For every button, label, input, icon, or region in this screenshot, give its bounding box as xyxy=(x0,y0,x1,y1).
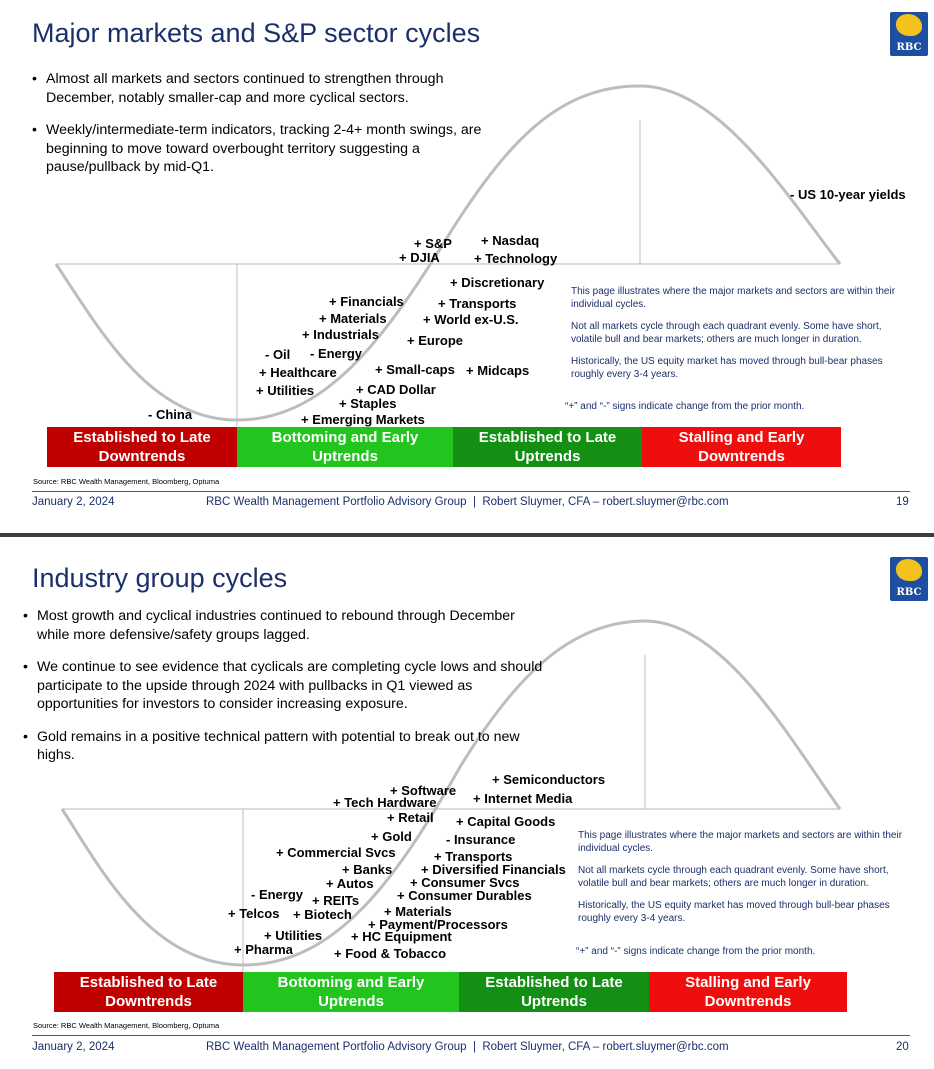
cycle-label: + Healthcare xyxy=(259,365,337,380)
footer-divider xyxy=(32,1035,910,1036)
cycle-label: + Transports xyxy=(434,849,513,864)
explanatory-note: This page illustrates where the major markets and sectors are within their individual cycles. Not all markets cycle through each quadrant evenly. Some have short, volatile bull and bear markets; others are much longer in duration. Historically, the US equity market has moved through bull-bear phases roughly every 3-4 years. xyxy=(571,286,896,380)
sign-legend-note: “+” and “-” signs indicate change from the prior month. xyxy=(576,946,816,957)
cycle-label: + Nasdaq xyxy=(481,233,540,248)
bullet-item: • Weekly/intermediate-term indicators, tracking 2-4+ month swings, are beginning to move toward overbought territory suggesting a pause/pullback by mid-Q1. xyxy=(32,121,482,177)
cycle-label: + Commercial Svcs xyxy=(276,845,396,860)
cycle-label: + Utilities xyxy=(264,928,323,943)
page-number: 20 xyxy=(896,1041,909,1053)
cycle-label: + Diversified Financials xyxy=(421,862,566,877)
phase-uptrends: Established to Late Uptrends xyxy=(459,972,649,1012)
cycle-label: + Internet Media xyxy=(473,791,573,806)
cycle-label: + Autos xyxy=(326,876,374,891)
cycle-label: + Capital Goods xyxy=(456,814,556,829)
bullet-item: • Almost all markets and sectors continued to strengthen through December, notably smaller-cap and more cyclical sectors. xyxy=(32,70,482,107)
cycle-label: - Energy xyxy=(310,346,363,361)
cycle-label: + Gold xyxy=(371,829,412,844)
cycle-label: + Midcaps xyxy=(466,363,530,378)
slide-industry-groups xyxy=(0,537,934,1069)
phase-bottoming: Bottoming and Early Uptrends xyxy=(243,972,459,1012)
page-title: Industry group cycles xyxy=(32,563,288,593)
cycle-label: + Biotech xyxy=(293,907,352,922)
phase-bottoming: Bottoming and Early Uptrends xyxy=(237,427,453,467)
footer-date: January 2, 2024 xyxy=(32,1041,115,1053)
cycle-label: + DJIA xyxy=(399,250,440,265)
cycle-label: + Pharma xyxy=(234,942,293,957)
phase-uptrends: Established to Late Uptrends xyxy=(453,427,642,467)
bullet-item: • Most growth and cyclical industries continued to rebound through December while more defensive/safety groups lagged. xyxy=(23,607,543,644)
footer-divider xyxy=(32,491,910,492)
bullet-list xyxy=(32,70,482,191)
cycle-label: + Technology xyxy=(474,251,558,266)
cycle-label: + Discretionary xyxy=(450,275,545,290)
lion-icon xyxy=(896,559,922,581)
footer-credit: RBC Wealth Management Portfolio Advisory Group | Robert Sluymer, CFA – robert.sluymer@rbc.com xyxy=(206,496,729,508)
cycle-label: - Energy xyxy=(251,887,304,902)
footer-date: January 2, 2024 xyxy=(32,496,115,508)
cycle-label: + Europe xyxy=(407,333,463,348)
explanatory-note: This page illustrates where the major markets and sectors are within their individual cycles. Not all markets cycle through each quadrant evenly. Some have short, volatile bull and bear markets; others are much longer in duration. Historically, the US equity market has moved through bull-bear phases roughly every 3-4 years. xyxy=(578,830,903,924)
source-note: Source: RBC Wealth Management, Bloomberg, Optuma xyxy=(33,477,220,486)
cycle-label: + Emerging Markets xyxy=(301,412,425,427)
cycle-label: - China xyxy=(148,407,193,422)
bullet-list xyxy=(23,607,543,779)
footer-credit: RBC Wealth Management Portfolio Advisory Group | Robert Sluymer, CFA – robert.sluymer@rbc.com xyxy=(206,1041,729,1053)
cycle-label: + Materials xyxy=(319,311,387,326)
page-title: Major markets and S&P sector cycles xyxy=(32,18,481,48)
cycle-label: + Utilities xyxy=(256,383,315,398)
lion-icon xyxy=(896,14,922,36)
cycle-label: + World ex-U.S. xyxy=(423,312,519,327)
cycle-label: + Retail xyxy=(387,810,434,825)
cycle-label: + Semiconductors xyxy=(492,772,606,787)
cycle-label: + CAD Dollar xyxy=(356,382,436,397)
cycle-label: + Tech Hardware xyxy=(333,795,437,810)
bullet-item: • Gold remains in a positive technical pattern with potential to break out to new highs. xyxy=(23,728,543,765)
cycle-label: + Materials xyxy=(384,904,452,919)
cycle-label: + Transports xyxy=(438,296,517,311)
phase-late-downtrends: Established to Late Downtrends xyxy=(47,427,237,467)
cycle-label: + S&P xyxy=(414,236,452,251)
bullet-item: • We continue to see evidence that cyclicals are completing cycle lows and should participate to the upside through 2024 with pullbacks in Q1 viewed as opportunities for investors to consider increasing exposure. xyxy=(23,658,543,714)
phase-late-downtrends: Established to Late Downtrends xyxy=(54,972,243,1012)
cycle-label: - Insurance xyxy=(446,832,516,847)
slide-major-markets xyxy=(0,0,934,533)
sign-legend-note: “+” and “-” signs indicate change from the prior month. xyxy=(565,401,805,412)
phase-stalling: Stalling and Early Downtrends xyxy=(642,427,841,467)
cycle-label: + Payment/Processors xyxy=(368,917,508,932)
cycle-label: + Food & Tobacco xyxy=(334,946,447,961)
source-note: Source: RBC Wealth Management, Bloomberg, Optuma xyxy=(33,1021,220,1030)
cycle-label: + Small-caps xyxy=(375,362,455,377)
cycle-label: + HC Equipment xyxy=(351,929,452,944)
cycle-label: + Consumer Durables xyxy=(397,888,532,903)
cycle-label: + REITs xyxy=(312,893,360,908)
cycle-label: - Oil xyxy=(265,347,291,362)
rbc-logo: RBC xyxy=(890,12,928,56)
cycle-label: + Staples xyxy=(339,396,397,411)
cycle-label: + Telcos xyxy=(228,906,280,921)
cycle-label: + Banks xyxy=(342,862,393,877)
cycle-label: + Consumer Svcs xyxy=(410,875,520,890)
rbc-logo: RBC xyxy=(890,557,928,601)
page-number: 19 xyxy=(896,496,909,508)
cycle-label: + Industrials xyxy=(302,327,379,342)
cycle-label: + Software xyxy=(390,783,457,798)
cycle-label: - US 10-year yields xyxy=(790,187,906,202)
phase-stalling: Stalling and Early Downtrends xyxy=(649,972,847,1012)
cycle-label: + Financials xyxy=(329,294,404,309)
